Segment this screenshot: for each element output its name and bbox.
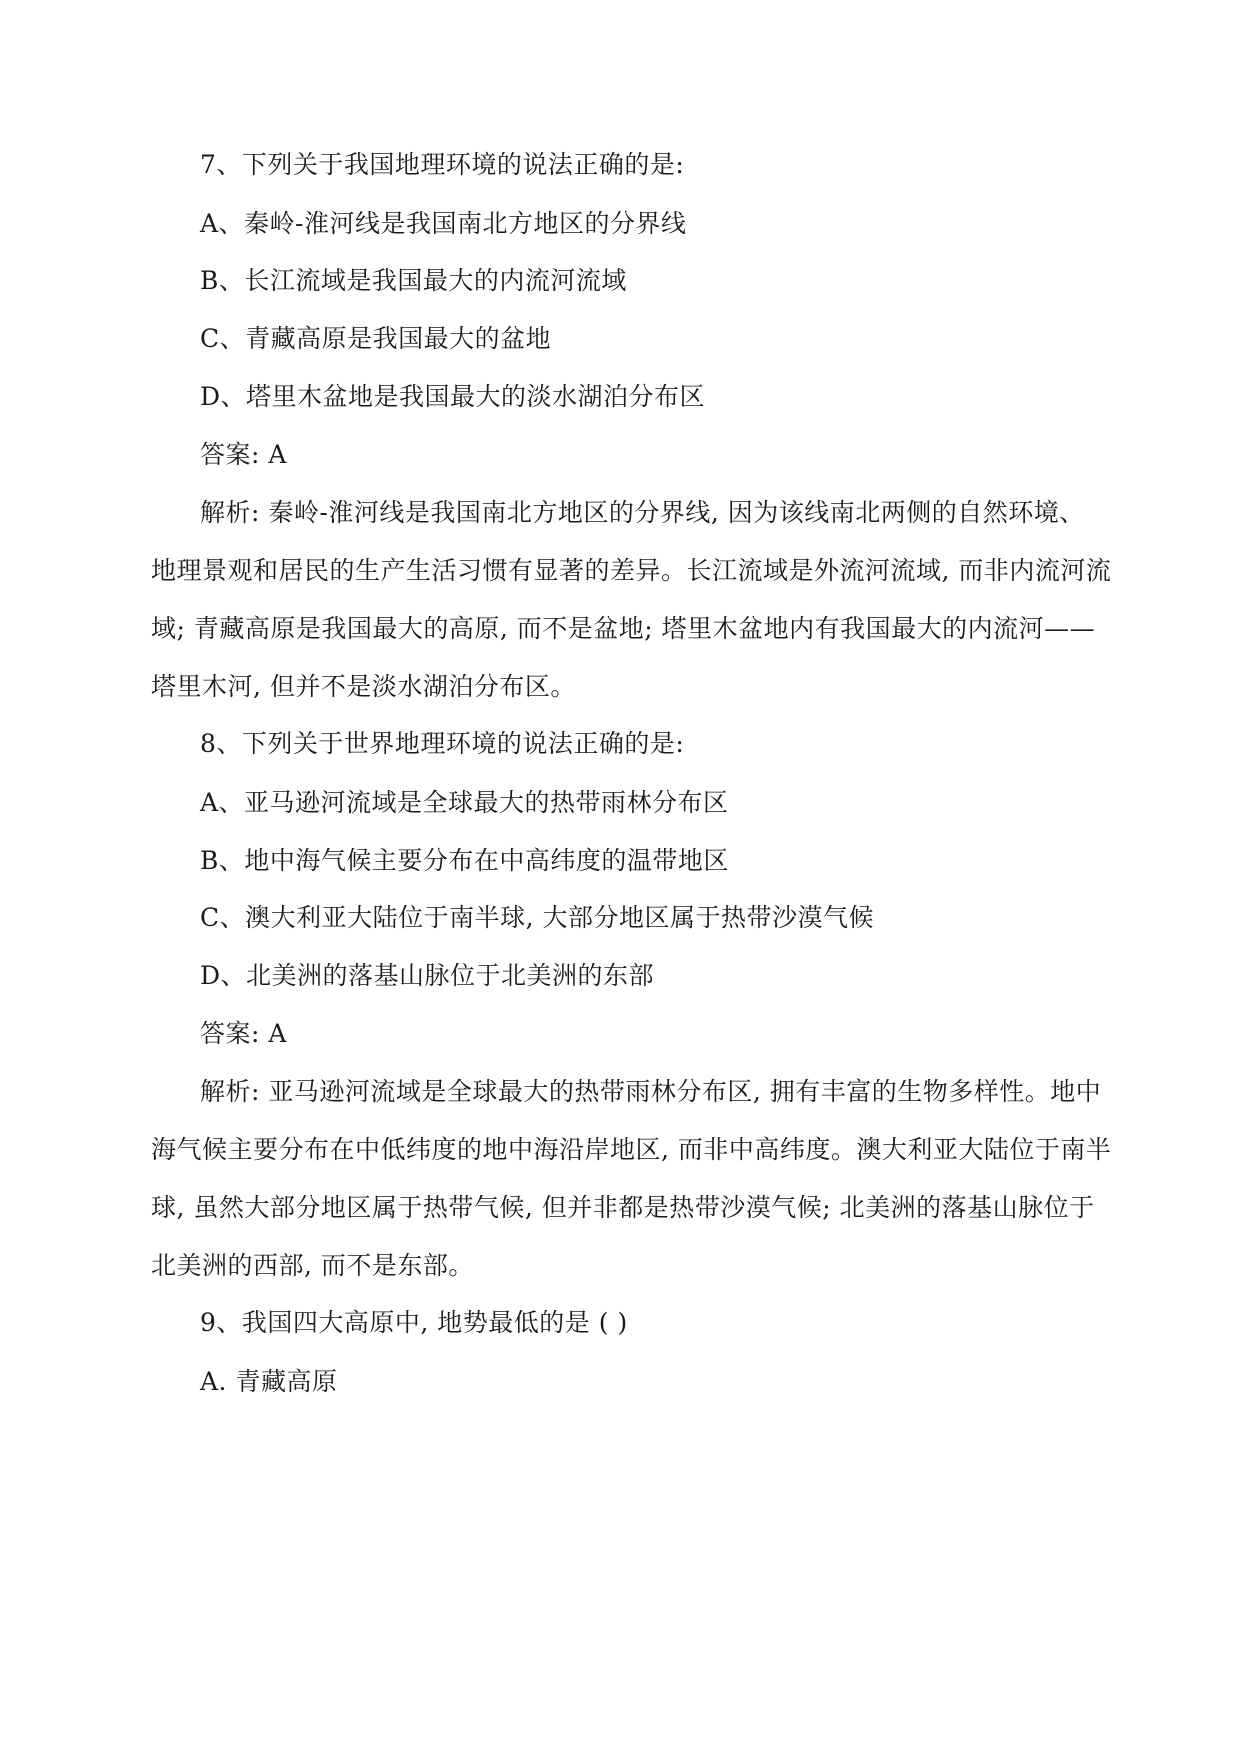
question-8-analysis-line-1: 解析: 亚马逊河流域是全球最大的热带雨林分布区, 拥有丰富的生物多样性。地中 — [200, 1077, 1102, 1106]
question-7-analysis-line-3: 域; 青藏高原是我国最大的高原, 而不是盆地; 塔里木盆地内有我国最大的内流河—— — [151, 614, 1096, 643]
question-8-option-b: B、地中海气候主要分布在中高纬度的温带地区 — [200, 846, 729, 875]
question-8-analysis-line-4: 北美洲的西部, 而不是东部。 — [151, 1251, 474, 1280]
question-9-stem: 9、我国四大高原中, 地势最低的是 ( ) — [200, 1308, 628, 1337]
question-7-option-b: B、长江流域是我国最大的内流河流域 — [200, 266, 627, 295]
question-8-option-a: A、亚马逊河流域是全球最大的热带雨林分布区 — [200, 788, 729, 817]
question-9-option-a: A. 青藏高原 — [200, 1367, 338, 1396]
question-7-analysis-line-4: 塔里木河, 但并不是淡水湖泊分布区。 — [151, 672, 576, 701]
question-8-option-d: D、北美洲的落基山脉位于北美洲的东部 — [200, 961, 655, 990]
question-7-option-d: D、塔里木盆地是我国最大的淡水湖泊分布区 — [200, 382, 706, 411]
question-8-stem: 8、下列关于世界地理环境的说法正确的是: — [200, 729, 685, 758]
question-8-answer: 答案: A — [200, 1019, 287, 1048]
question-7-analysis-line-1: 解析: 秦岭-淮河线是我国南北方地区的分界线, 因为该线南北两侧的自然环境、 — [200, 498, 1085, 527]
question-7-analysis-line-2: 地理景观和居民的生产生活习惯有显著的差异。长江流域是外流河流域, 而非内流河流 — [151, 556, 1112, 585]
question-7-option-a: A、秦岭-淮河线是我国南北方地区的分界线 — [200, 209, 687, 238]
question-7-option-c: C、青藏高原是我国最大的盆地 — [200, 324, 552, 353]
question-8-analysis-line-2: 海气候主要分布在中低纬度的地中海沿岸地区, 而非中高纬度。澳大利亚大陆位于南半 — [151, 1135, 1112, 1164]
question-7-stem: 7、下列关于我国地理环境的说法正确的是: — [200, 150, 685, 179]
question-8-analysis-line-3: 球, 虽然大部分地区属于热带气候, 但并非都是热带沙漠气候; 北美洲的落基山脉位于 — [151, 1193, 1095, 1222]
question-7-answer: 答案: A — [200, 440, 287, 469]
question-8-option-c: C、澳大利亚大陆位于南半球, 大部分地区属于热带沙漠气候 — [200, 903, 875, 932]
